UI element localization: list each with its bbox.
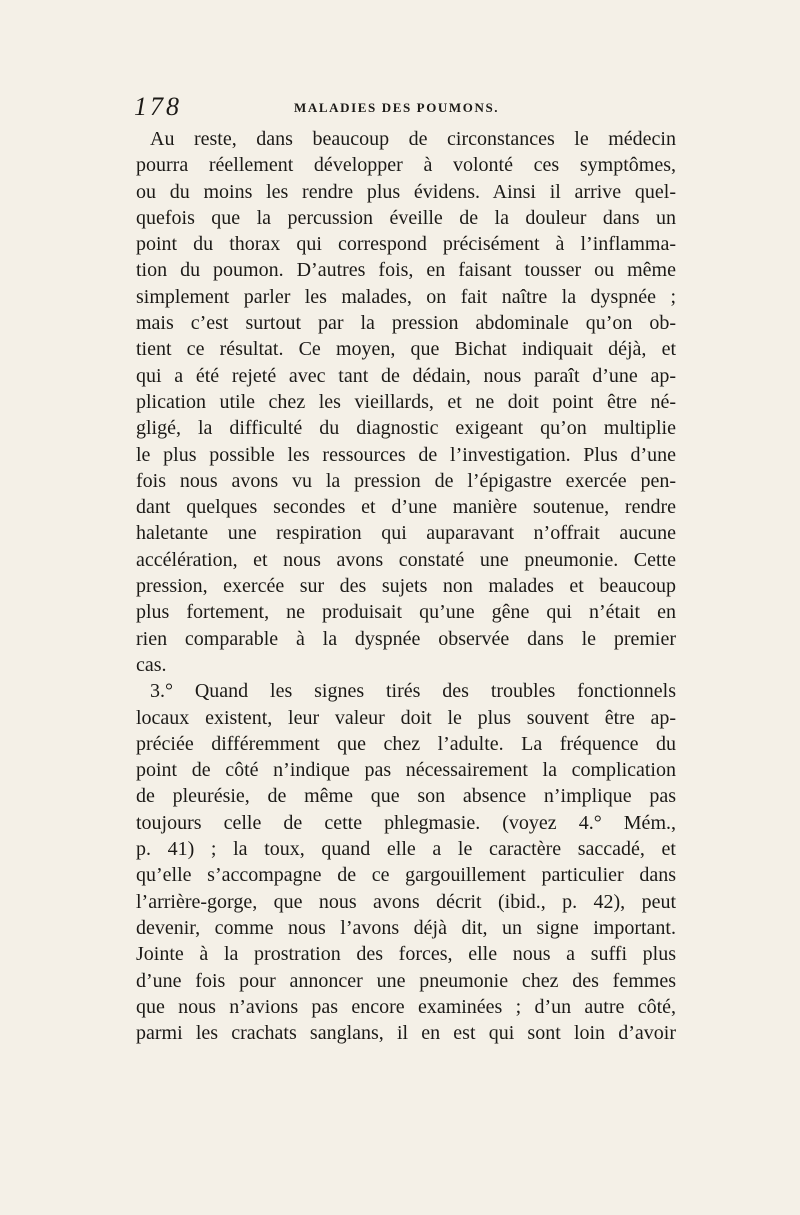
- text-line: tion du poumon. D’autres fois, en faisant tousser ou même: [136, 259, 676, 282]
- text-line: gligé, la difficulté du diagnostic exigeant qu’on multiplie: [136, 417, 676, 440]
- text-line: locaux existent, leur valeur doit le plus souvent être ap-: [136, 706, 676, 729]
- page-number: 178: [134, 92, 182, 121]
- text-line: préciée différemment que chez l’adulte. La fréquence du: [136, 732, 676, 755]
- text-line: dant quelques secondes et d’une manière soutenue, rendre: [136, 496, 676, 519]
- text-line: qui a été rejeté avec tant de dédain, nous paraît d’une ap-: [136, 364, 676, 387]
- text-line: le plus possible les ressources de l’investigation. Plus d’une: [136, 443, 676, 466]
- text-line: quefois que la percussion éveille de la douleur dans un: [136, 206, 676, 229]
- text-line: 3.° Quand les signes tirés des troubles fonctionnels: [150, 680, 676, 703]
- text-line: ou du moins les rendre plus évidens. Ainsi il arrive quel-: [136, 180, 676, 203]
- text-line: simplement parler les malades, on fait naître la dyspnée ;: [136, 285, 676, 308]
- text-line: Jointe à la prostration des forces, elle nous a suffi plus: [136, 943, 676, 966]
- text-line: point de côté n’indique pas nécessairement la complication: [136, 759, 676, 782]
- text-line: haletante une respiration qui auparavant n’offrait aucune: [136, 522, 676, 545]
- text-line: de pleurésie, de même que son absence n’implique pas: [136, 785, 676, 808]
- running-head: MALADIES DES POUMONS.: [294, 100, 500, 115]
- text-line: toujours celle de cette phlegmasie. (voyez 4.° Mém.,: [136, 811, 676, 834]
- text-line: plication utile chez les vieillards, et ne doit point être né-: [136, 390, 676, 413]
- text-line: cas.: [136, 653, 167, 676]
- body-text: [136, 126, 676, 1046]
- text-line: Au reste, dans beaucoup de circonstances le médecin: [150, 128, 676, 150]
- text-line: plus fortement, ne produisait qu’une gêne qui n’était en: [136, 601, 676, 624]
- text-line: p. 41) ; la toux, quand elle a le caractère saccadé, et: [136, 838, 676, 861]
- page-header: [134, 92, 679, 120]
- text-line: rien comparable à la dyspnée observée dans le premier: [136, 627, 676, 650]
- text-line: pression, exercée sur des sujets non malades et beaucoup: [136, 575, 676, 598]
- text-line: parmi les crachats sanglans, il en est qui sont loin d’avoir: [136, 1022, 676, 1045]
- text-line: tient ce résultat. Ce moyen, que Bichat indiquait déjà, et: [136, 338, 676, 361]
- text-line: d’une fois pour annoncer une pneumonie chez des femmes: [136, 969, 676, 992]
- text-line: pourra réellement développer à volonté ces symptômes,: [136, 154, 676, 177]
- text-line: accélération, et nous avons constaté une pneumonie. Cette: [136, 548, 676, 571]
- text-line: que nous n’avions pas encore examinées ; d’un autre côté,: [136, 995, 676, 1018]
- text-line: l’arrière-gorge, que nous avons décrit (ibid., p. 42), peut: [136, 890, 676, 913]
- text-line: point du thorax qui correspond précisément à l’inflamma-: [136, 233, 676, 256]
- text-line: fois nous avons vu la pression de l’épigastre exercée pen-: [136, 469, 676, 492]
- text-line: mais c’est surtout par la pression abdominale qu’on ob-: [136, 312, 676, 335]
- text-line: devenir, comme nous l’avons déjà dit, un signe important.: [136, 916, 676, 939]
- text-line: qu’elle s’accompagne de ce gargouillement particulier dans: [136, 864, 676, 887]
